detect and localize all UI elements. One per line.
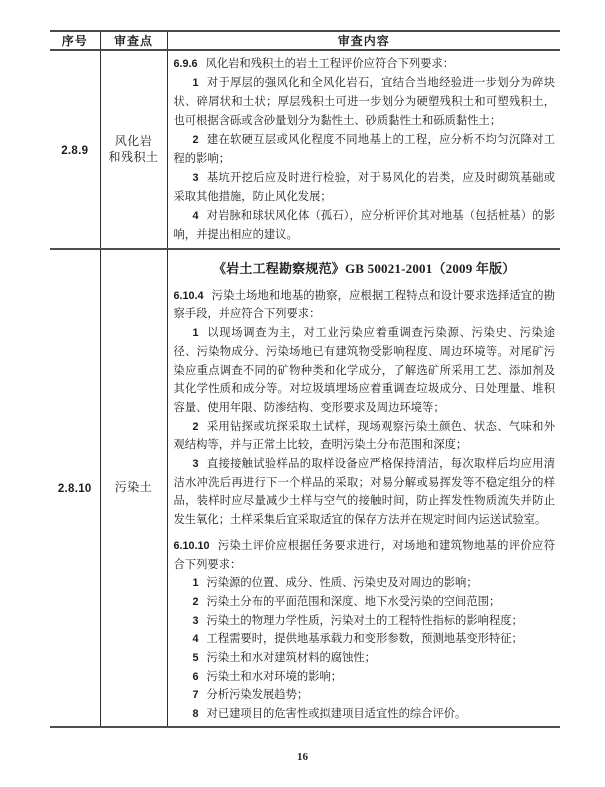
list-item [174, 74, 556, 131]
clause-number: 5 [192, 652, 199, 665]
paragraph-text: 分析污染发展趋势； [206, 689, 309, 702]
review-point-cell [100, 249, 167, 727]
list-item [174, 705, 556, 724]
clause-number: 3 [192, 458, 199, 471]
paragraph-text: 污染土评价应根据任务要求进行，对场地和建筑物地基的评价应符合下列要求： [173, 539, 555, 571]
clause-number: 4 [192, 210, 199, 222]
list-item [174, 324, 556, 418]
clause-number: 1 [192, 577, 199, 590]
header-serial-number: 序号 [50, 31, 100, 50]
paragraph-text: 污染土和水对环境的影响； [206, 670, 343, 683]
clause-number: 1 [192, 327, 199, 340]
clause-number: 3 [192, 614, 199, 627]
list-item [174, 630, 556, 649]
list-item [174, 686, 556, 705]
serial-number-cell [50, 50, 100, 249]
review-content-cell [167, 50, 560, 249]
paragraph-text: 直接接触试验样品的取样设备应严格保持清洁，每次取样后均应用清洁水冲洗后再进行下一个样品的采取；对易分解或易挥发等不稳定组分的样品，装样时应尽量减少土样与空气的接触时间，防止挥发性物质流失并防止发生氧化；土样采集后宜采取适宜的保存方法并在规定时间内运送试验室。 [173, 458, 555, 527]
paragraph-text: 对已建项目的危害性或拟建项目适宜性的综合评价。 [206, 708, 467, 721]
paragraph-text: 采用钻探或坑探采取土试样，现场观察污染土颜色、状态、气味和外观结构等，并与正常土比较，查明污染土分布范围和深度； [173, 420, 555, 452]
clause-number: 2 [192, 595, 199, 608]
header-review-point: 审查点 [100, 31, 167, 50]
list-item [174, 574, 556, 593]
paragraph-text: 《岩土工程勘察规范》GB 50021-2001（2009 年版） [212, 261, 516, 276]
paragraph-text: 对岩脉和球状风化体（孤石），应分析评价其对地基（包括桩基）的影响，并提出相应的建议。 [173, 210, 555, 241]
header-review-content: 审查内容 [337, 34, 390, 48]
row-serial-number: 2.8.9 [61, 144, 89, 157]
paragraph-text: 污染土的物理力学性质，污染对土的工程特性指标的影响程度； [206, 614, 523, 627]
paragraph-text: 以现场调查为主，对工业污染应着重调查污染源、污染史、污染途径、污染物成分、污染场地已有建筑物受影响程度、周边环境等。对尾矿污染应重点调查不同的矿物种类和化学成分，了解选矿所采用工艺、添加剂及其化学性质和成分等。对垃圾填埋场应着重调查垃圾成分、日处理量、堆积容量、使用年限、防渗结构、变形要求及周边环境等； [173, 327, 555, 414]
clause-number: 6.10.10 [173, 539, 210, 552]
clause-number: 4 [192, 633, 199, 646]
clause-number: 7 [192, 689, 199, 702]
review-table [50, 30, 560, 728]
list-item [174, 668, 556, 687]
list-item [174, 612, 556, 631]
paragraph-text: 建在软硬互层或风化程度不同地基上的工程，应分析不均匀沉降对工程的影响； [173, 134, 555, 165]
review-content-cell [167, 249, 560, 727]
clause-number: 6.9.6 [173, 58, 198, 70]
review-point-label: 污染土 [114, 480, 153, 495]
list-item [174, 593, 556, 612]
list-item [174, 169, 556, 207]
table-row [50, 50, 560, 249]
paragraph-text: 污染土场地和地基的勘察，应根据工程特点和设计要求选择适宜的勘察手段，并应符合下列要求： [173, 289, 555, 321]
review-point-label: 风化岩 [114, 134, 153, 148]
list-item [174, 649, 556, 668]
list-item [174, 207, 556, 245]
paragraph-text: 风化岩和残积土的岩土工程评价应符合下列要求： [205, 58, 455, 70]
list-item [174, 131, 556, 169]
page-number: 16 [297, 751, 308, 763]
paragraph-text: 对于厚层的强风化和全风化岩石，宜结合当地经验进一步划分为碎块状、碎屑状和土状；厚层残积土可进一步划分为硬塑残积土和可塑残积土，也可根据含砾或含砂量划分为黏性土、砂质黏性土和砾质黏性土； [173, 77, 555, 127]
paragraph-text: 工程需要时，提供地基承载力和变形参数，预测地基变形特征； [206, 633, 523, 646]
clause-number: 6.10.4 [173, 289, 204, 302]
paragraph-text: 污染土和水对建筑材料的腐蚀性； [206, 652, 376, 665]
clause-number: 8 [192, 708, 199, 721]
clause-paragraph [174, 55, 556, 74]
paragraph-text: 基坑开挖后应及时进行检验，对于易风化的岩类，应及时砌筑基础或采取其他措施，防止风化发展； [173, 172, 555, 203]
table-row [50, 249, 560, 727]
table-header-row [50, 31, 560, 50]
clause-number: 3 [192, 172, 199, 184]
clause-number: 2 [192, 134, 199, 146]
list-item [174, 455, 556, 530]
clause-number: 2 [192, 420, 199, 433]
row-serial-number: 2.8.10 [57, 483, 92, 495]
review-point-label: 和残积土 [108, 149, 159, 164]
clause-paragraph [174, 287, 556, 324]
serial-number-cell [50, 249, 100, 727]
paragraph-text: 污染土分布的平面范围和深度、地下水受污染的空间范围； [206, 595, 501, 608]
clause-paragraph [174, 537, 556, 574]
list-item [174, 418, 556, 455]
review-table-body [50, 50, 560, 727]
clause-number: 1 [192, 77, 199, 89]
standard-title [174, 260, 556, 279]
review-point-cell [100, 50, 167, 249]
clause-number: 6 [192, 670, 199, 683]
paragraph-text: 污染源的位置、成分、性质、污染史及对周边的影响； [206, 577, 478, 590]
